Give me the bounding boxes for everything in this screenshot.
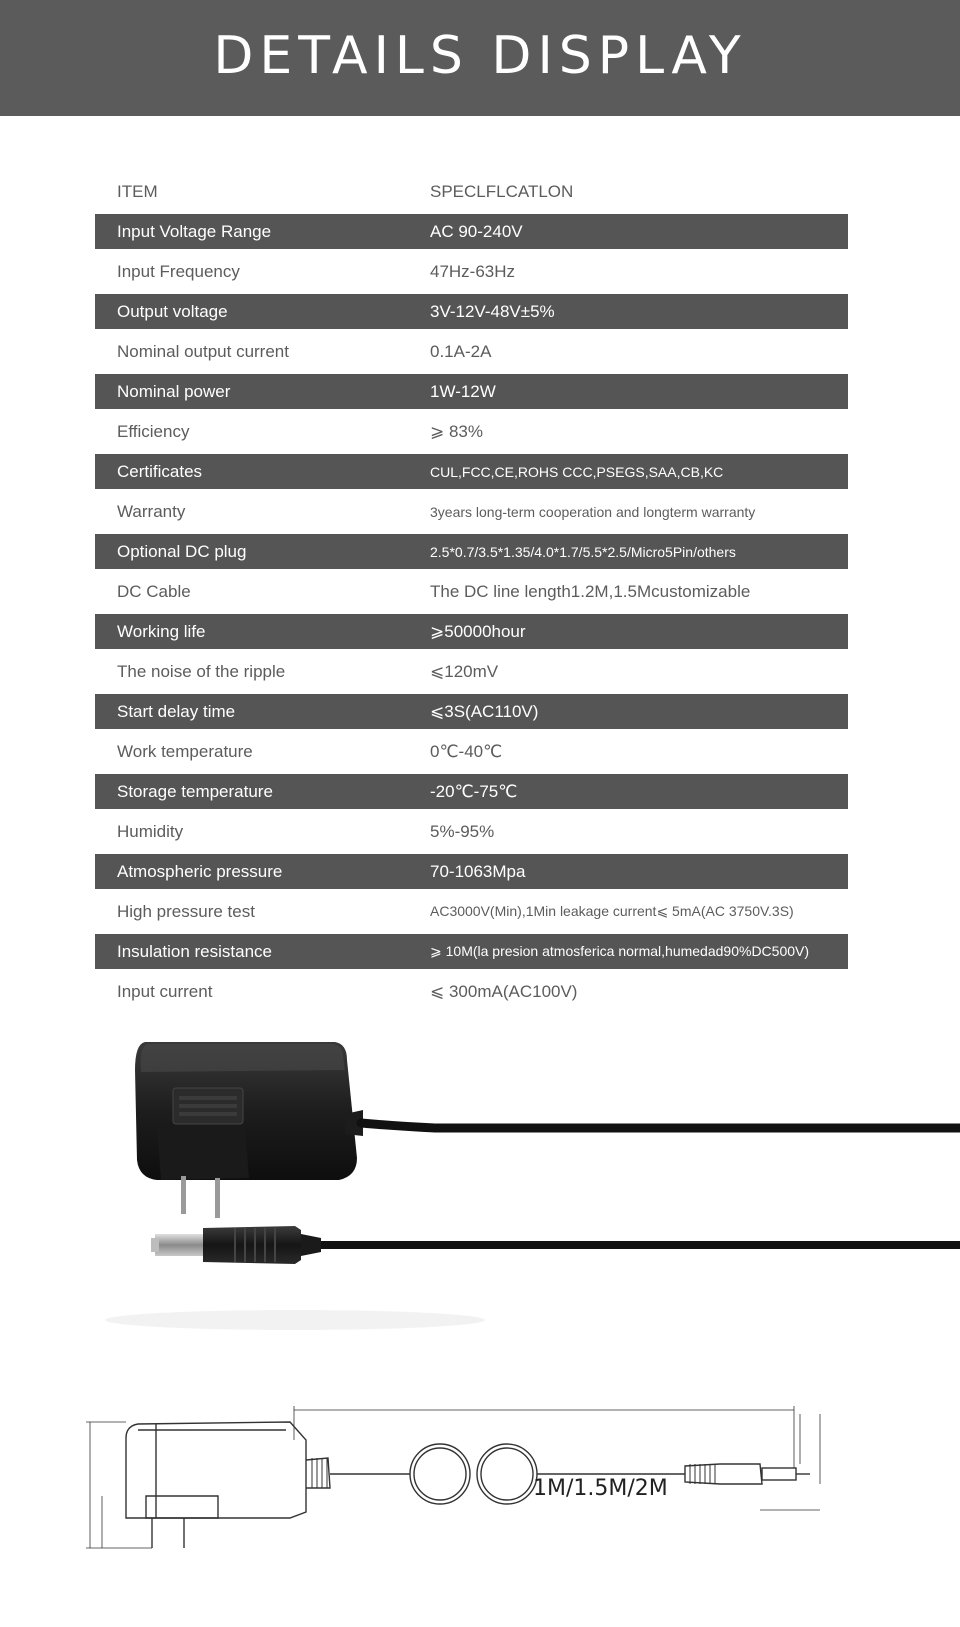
row-spec: -20℃-75℃	[430, 781, 518, 801]
row-spec: 47Hz-63Hz	[430, 261, 516, 281]
table-row	[95, 214, 848, 249]
table-row	[95, 374, 848, 409]
row-spec: CUL,FCC,CE,ROHS CCC,PSEGS,SAA,CB,KC	[430, 463, 724, 480]
row-spec: 5%-95%	[430, 821, 495, 841]
table-row	[95, 254, 848, 289]
row-item: Input current	[117, 981, 213, 1001]
row-item: Nominal output current	[117, 341, 289, 361]
table-row	[95, 454, 848, 489]
table-row	[95, 974, 848, 1009]
row-spec: AC 90-240V	[430, 221, 523, 241]
row-item: High pressure test	[117, 901, 255, 921]
row-spec: 3V-12V-48V±5%	[430, 301, 555, 321]
table-row	[95, 894, 848, 929]
table-row	[95, 694, 848, 729]
table-row	[95, 654, 848, 689]
row-item: DC Cable	[117, 581, 191, 601]
row-item: Certificates	[117, 461, 203, 481]
row-item: The noise of the ripple	[117, 661, 286, 681]
table-header-row	[95, 174, 848, 209]
header-item: ITEM	[117, 181, 158, 201]
page-title: DETAILS DISPLAY	[213, 26, 747, 86]
row-item: Humidity	[117, 821, 184, 841]
row-spec: 3years long-term cooperation and longterm warranty	[430, 503, 756, 520]
table-row	[95, 294, 848, 329]
row-spec: AC3000V(Min),1Min leakage current⩽ 5mA(AC 3750V.3S)	[430, 903, 794, 919]
table-row	[95, 854, 848, 889]
row-item: Storage temperature	[117, 781, 273, 801]
row-item: Input Voltage Range	[117, 221, 272, 241]
table-row	[95, 494, 848, 529]
row-spec: ⩽3S(AC110V)	[430, 701, 539, 721]
row-spec: 1W-12W	[430, 381, 496, 401]
row-spec: 70-1063Mpa	[430, 861, 526, 881]
row-spec: ⩽ 300mA(AC100V)	[430, 981, 578, 1001]
row-item: Atmospheric pressure	[117, 861, 283, 881]
table-row	[95, 734, 848, 769]
table-row	[95, 334, 848, 369]
row-item: Output voltage	[117, 301, 228, 321]
spec-table	[95, 174, 848, 1014]
row-item: Nominal power	[117, 381, 231, 401]
row-item: Optional DC plug	[117, 541, 247, 561]
adapter-photo	[95, 1030, 960, 1350]
row-spec: ⩽120mV	[430, 661, 499, 681]
row-spec: 0.1A-2A	[430, 341, 492, 361]
row-item: Warranty	[117, 501, 186, 521]
table-row	[95, 414, 848, 449]
row-item: Insulation resistance	[117, 941, 272, 961]
row-spec: ⩾ 10M(la presion atmosferica normal,humedad90%DC500V)	[430, 943, 810, 959]
table-row	[95, 614, 848, 649]
table-row	[95, 934, 848, 969]
cable-length-label: 1M/1.5M/2M	[533, 1476, 668, 1501]
header-spec: SPECLFLCATLON	[430, 181, 574, 201]
row-item: Start delay time	[117, 701, 236, 721]
row-spec: 0℃-40℃	[430, 741, 503, 761]
table-row	[95, 534, 848, 569]
row-spec: ⩾50000hour	[430, 621, 526, 641]
table-row	[95, 774, 848, 809]
row-spec: ⩾ 83%	[430, 421, 483, 441]
row-item: Working life	[117, 621, 206, 641]
row-item: Efficiency	[117, 421, 190, 441]
dimension-diagram	[80, 1400, 880, 1560]
row-spec: The DC line length1.2M,1.5Mcustomizable	[430, 581, 751, 601]
table-row	[95, 574, 848, 609]
table-row	[95, 814, 848, 849]
row-item: Work temperature	[117, 741, 253, 761]
row-spec: 2.5*0.7/3.5*1.35/4.0*1.7/5.5*2.5/Micro5Pin/others	[430, 543, 736, 560]
header-banner	[0, 0, 960, 116]
row-item: Input Frequency	[117, 261, 240, 281]
